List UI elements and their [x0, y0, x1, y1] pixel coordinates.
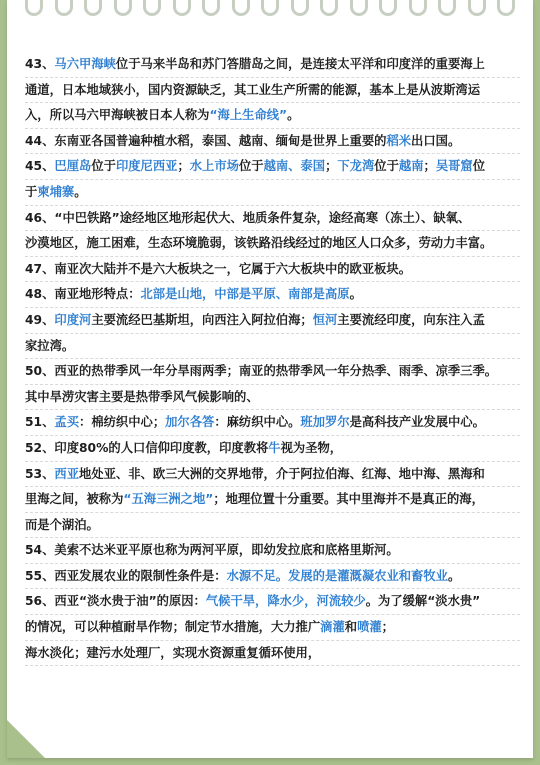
- text-segment: 43、: [25, 57, 55, 71]
- text-line: [25, 564, 520, 590]
- highlighted-term: 越南: [398, 159, 424, 174]
- text-segment: 主要流经印度，向东注入孟: [337, 312, 485, 327]
- text-line: [25, 385, 520, 411]
- text-line: [25, 52, 520, 78]
- folded-corner: [7, 720, 45, 758]
- text-segment: ；: [381, 620, 394, 635]
- highlighted-term: 马六甲海峡: [54, 57, 116, 71]
- highlighted-term: 印度河: [54, 312, 92, 327]
- highlighted-term: 巴厘岛: [54, 159, 92, 174]
- text-segment: 53、: [25, 466, 55, 481]
- highlighted-term: “海上生命线”: [209, 108, 288, 123]
- text-line: [25, 154, 520, 180]
- highlighted-term: 恒河: [312, 312, 338, 327]
- text-segment: 海水淡化；建污水处理厂，实现水资源重复循环使用，: [25, 645, 321, 660]
- binder-ring: [409, 0, 427, 16]
- highlighted-term: 西亚: [54, 466, 80, 481]
- binder-ring: [261, 0, 279, 16]
- text-segment: 44、东南亚各国普遍种植水稻，泰国、越南、缅甸是世界上重要的: [25, 133, 387, 148]
- text-line: [25, 359, 520, 385]
- text-segment: 的情况，可以种植耐旱作物；制定节水措施，大力推广: [25, 620, 321, 635]
- text-segment: 位于: [238, 159, 264, 174]
- text-segment: ；地理位置十分重要。其中里海并不是真正的海，: [213, 492, 484, 507]
- binder-ring: [497, 0, 515, 16]
- text-line: [25, 436, 520, 462]
- text-line: [25, 129, 520, 155]
- text-segment: 位于: [374, 159, 399, 174]
- binder-ring: [468, 0, 486, 16]
- binder-ring: [173, 0, 191, 16]
- text-segment: 主要流经巴基斯坦，向西注入阿拉伯海；: [91, 312, 313, 327]
- highlighted-term: 下龙湾: [337, 159, 375, 174]
- highlighted-term: 滴灌: [320, 620, 345, 635]
- highlighted-term: 稻米: [386, 133, 412, 148]
- highlighted-term: 气候干旱，降水少，河流较少: [205, 594, 366, 609]
- text-segment: 47、南亚次大陆并不是六大板块之一，它属于六大板块中的欧亚板块。: [25, 261, 412, 276]
- text-line: [25, 589, 520, 615]
- highlighted-term: 柬埔寨: [37, 184, 75, 199]
- text-segment: ：棉纺织中心；: [79, 415, 166, 430]
- notebook-page: [7, 0, 533, 758]
- text-segment: 。为了缓解“淡水贵”: [365, 594, 481, 609]
- highlighted-term: 班加罗尔: [300, 415, 350, 430]
- highlighted-term: 水源不足。发展的是灌溉凝农业和畜牧业: [226, 568, 448, 583]
- text-segment: 55、西亚发展农业的限制性条件是：: [25, 568, 227, 583]
- binder-ring: [25, 0, 43, 16]
- text-line: [25, 641, 520, 667]
- text-segment: 家拉湾。: [25, 338, 75, 353]
- text-segment: ：麻纺织中心。: [214, 415, 301, 430]
- text-line: [25, 487, 520, 513]
- text-segment: 49、: [25, 312, 55, 327]
- text-line: [25, 257, 520, 283]
- text-line: [25, 231, 520, 257]
- text-segment: 48、南亚地形特点：: [25, 287, 141, 302]
- text-line: [25, 103, 520, 129]
- text-segment: 和: [344, 620, 358, 635]
- binder-ring: [202, 0, 220, 16]
- text-line: [25, 462, 520, 488]
- text-line: [25, 282, 520, 308]
- text-segment: 其中旱涝灾害主要是热带季风气候影响的、: [25, 389, 259, 404]
- text-segment: 视为圣物，: [280, 440, 343, 455]
- highlighted-term: 吴哥窟: [435, 159, 473, 174]
- text-line: [25, 513, 520, 539]
- highlighted-term: 水上市场: [189, 159, 239, 174]
- binder-ring: [114, 0, 132, 16]
- binder-ring: [320, 0, 338, 16]
- text-segment: 46、“中巴铁路”途经地区地形起伏大、地质条件复杂，途经高寒（冻土）、缺氧、: [25, 210, 471, 225]
- highlighted-term: 孟买: [54, 415, 80, 430]
- highlighted-term: 北部是山地，中部是平原、南部是高原: [140, 287, 350, 302]
- text-line: [25, 615, 520, 641]
- text-line: [25, 334, 520, 360]
- text-segment: 位: [472, 159, 486, 174]
- binder-ring: [291, 0, 309, 16]
- highlighted-term: 加尔各答: [165, 415, 215, 430]
- text-segment: ；: [423, 159, 436, 174]
- text-segment: 。: [74, 184, 87, 199]
- text-segment: 通道，日本地域狭小，国内资源缺乏，其工业生产所需的能源，基本上是从波斯湾运: [25, 82, 480, 97]
- text-line: [25, 78, 520, 104]
- text-segment: ；: [177, 159, 190, 174]
- text-segment: 51、: [25, 415, 55, 430]
- text-segment: 。: [287, 108, 300, 123]
- text-segment: 里海之间，被称为: [25, 492, 124, 507]
- binder-rings: [7, 0, 533, 30]
- text-segment: 是高科技产业发展中心。: [349, 415, 485, 430]
- text-segment: 45、: [25, 159, 55, 174]
- text-segment: 位于马来半岛和苏门答腊岛之间，是连接太平洋和印度洋的重要海上: [115, 57, 485, 71]
- text-line: [25, 206, 520, 232]
- binder-ring: [350, 0, 368, 16]
- text-segment: 地处亚、非、欧三大洲的交界地带，介于阿拉伯海、红海、地中海、黑海和: [79, 466, 485, 481]
- note-lines: [25, 52, 520, 666]
- text-line: [25, 410, 520, 436]
- text-segment: ；: [325, 159, 338, 174]
- text-line: [25, 538, 520, 564]
- text-segment: 于: [25, 184, 38, 199]
- highlighted-term: 印度尼西亚: [115, 159, 178, 174]
- text-segment: 入，所以马六甲海峡被日本人称为: [25, 108, 210, 123]
- text-segment: 56、西亚“淡水贵于油”的原因：: [25, 594, 206, 609]
- binder-ring: [438, 0, 456, 16]
- text-line: [25, 308, 520, 334]
- binder-ring: [379, 0, 397, 16]
- highlighted-term: 牛: [268, 440, 281, 455]
- text-segment: 54、美索不达米亚平原也称为两河平原，即幼发拉底和底格里斯河。: [25, 543, 399, 558]
- text-segment: 出口国。: [411, 133, 461, 148]
- text-segment: 。: [447, 568, 461, 583]
- text-segment: 沙漠地区，施工困难，生态环境脆弱，该铁路沿线经过的地区人口众多，劳动力丰富。: [25, 236, 493, 251]
- text-line: [25, 180, 520, 206]
- binder-ring: [232, 0, 250, 16]
- highlighted-term: 喷灌: [357, 620, 382, 635]
- text-segment: 52、印度80%的人口信仰印度教，印度教将: [25, 440, 269, 455]
- highlighted-term: “五海三洲之地”: [123, 492, 214, 507]
- text-segment: 50、西亚的热带季风一年分旱雨两季；南亚的热带季风一年分热季、雨季、凉季三季。: [25, 364, 498, 379]
- binder-ring: [55, 0, 73, 16]
- binder-ring: [84, 0, 102, 16]
- text-segment: 。: [349, 287, 362, 302]
- binder-ring: [143, 0, 161, 16]
- highlighted-term: 越南、泰国: [263, 159, 326, 174]
- text-segment: 而是个湖泊。: [25, 517, 99, 532]
- text-segment: 位于: [91, 159, 116, 174]
